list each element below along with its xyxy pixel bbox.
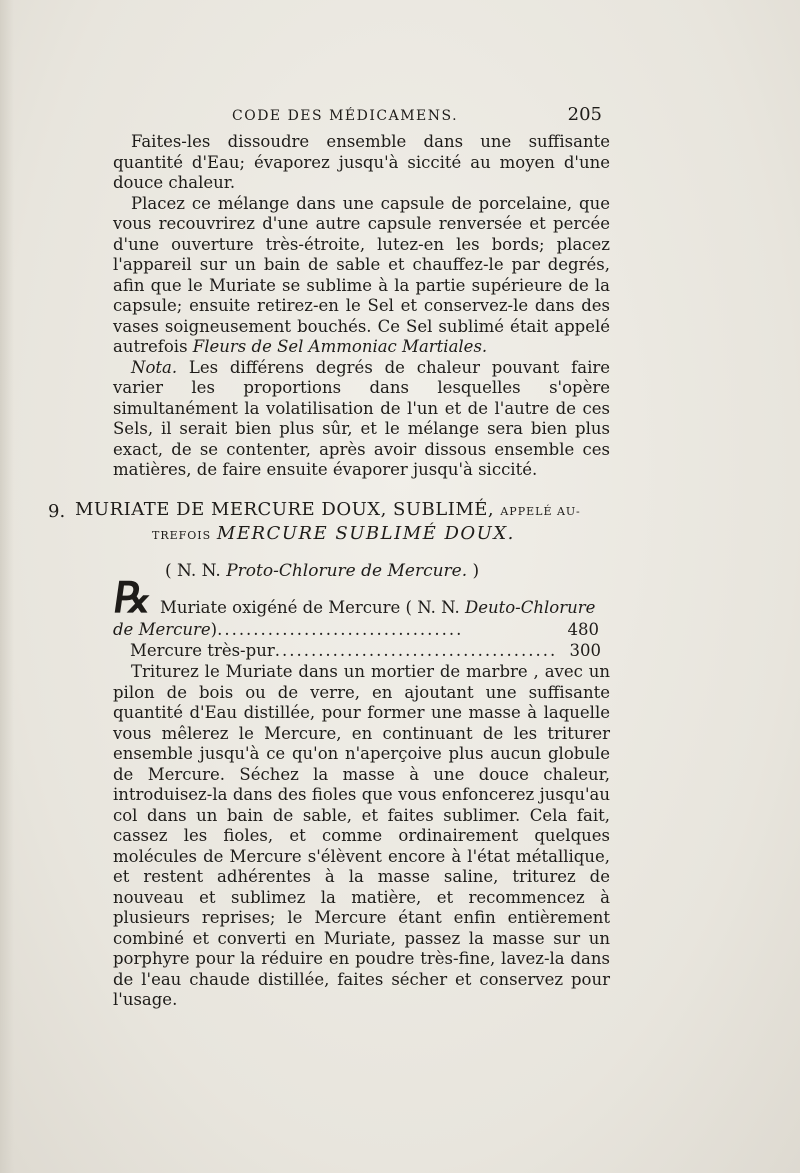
section-title-main: MURIATE DE MERCURE DOUX, SUBLIMÉ, xyxy=(75,499,495,520)
paragraph-sublime-text: Placez ce mélange dans une capsule de porcelaine, que vous recouvrirez d'une autre capsule renversée et percée d'une ouverture très-étroite, lutez-en les bords; placez l'appareil sur un bain de sable et chauffez-le par degrés, afin que le Muriate se sublime à la partie supérieure de la capsule; ensuite retirez-en le Sel et conservez-le dans des vases soigneusement bouchés. Ce Sel sublimé était appelé autrefois xyxy=(113,193,610,356)
ingredient-1-dots: .................................. xyxy=(217,620,464,639)
ingredient-2-quantity: 300 xyxy=(569,641,601,660)
page-number: 205 xyxy=(567,104,602,125)
ingredient-1-continued xyxy=(113,620,613,641)
page-gutter-shadow xyxy=(0,0,14,1173)
ingredient-2 xyxy=(130,641,615,662)
paragraph-nota xyxy=(113,358,610,481)
nn-prefix: ( N. N. xyxy=(165,561,221,581)
section-title-small1: APPELÉ AU- xyxy=(500,505,581,518)
bottom-text-block xyxy=(113,662,610,1011)
running-head xyxy=(232,104,602,128)
paragraph-sublime xyxy=(113,194,610,358)
nn-italic: Proto-Chlorure de Mercure. xyxy=(226,561,468,581)
nn-suffix: ) xyxy=(472,561,480,581)
ingredient-1-italic: Deuto-Chlorure xyxy=(464,598,596,617)
top-text-block xyxy=(113,132,610,481)
recipe-sign-icon: ℞ xyxy=(110,573,156,622)
paragraph-dissolve: Faites-les dissoudre ensemble dans une suffisante quantité d'Eau; évaporez jusqu'à siccité au moyen d'une douce chaleur. xyxy=(113,132,610,192)
section-number: 9. xyxy=(48,501,66,522)
section-title-line2 xyxy=(152,522,515,548)
section-title-line1 xyxy=(75,498,581,524)
ingredient-1-text: Muriate oxigéné de Mercure ( N. N. xyxy=(160,598,460,617)
ingredient-1-cont-italic: de Mercure xyxy=(113,620,211,639)
ingredient-2-text: Mercure très-pur xyxy=(130,641,275,660)
nota-text: Les différens degrés de chaleur pouvant faire varier les proportions dans lesquelles s'opère simultanément la volatilisation de l'un et de l'autre de ces Sels, il serait bien plus sûr, et le mélange sera bien plus exact, de se contenter, après avoir dissous ensemble ces matières, de faire ensuite évaporer jusqu'à siccité. xyxy=(113,357,610,479)
paragraph-triturate: Triturez le Muriate dans un mortier de marbre , avec un pilon de bois ou de verre, en ajoutant une suffisante quantité d'Eau distillée, pour former une masse à laquelle vous mêlerez le Mercure, en continuant de les triturer ensemble jusqu'à ce qu'on n'aperçoive plus aucun globule de Mercure. Séchez la masse à une douce chaleur, introduisez-la dans des fioles que vous enfoncerez jusqu'au col dans un bain de sable, et faites sublimer. Cela fait, cassez les fioles, et comme ordinairement quelques molécules de Mercure s'élèvent encore à l'état métallique, et restent adhérentes à la masse saline, triturez de nouveau et sublimez la matière, et recommencez à plusieurs reprises; le Mercure étant enfin entièrement combiné et converti en Muriate, passez la masse sur un porphyre pour la réduire en poudre très-fine, lavez-la dans de l'eau chaude distillée, faites sécher et conservez pour l'usage. xyxy=(113,662,610,1009)
ingredient-2-dots: ....................................... xyxy=(274,641,558,660)
ingredient-1-cont: ) xyxy=(210,620,218,639)
running-title: CODE DES MÉDICAMENS. xyxy=(232,108,459,124)
nn-subtitle xyxy=(165,561,565,581)
ingredient-1-quantity: 480 xyxy=(567,620,599,639)
section-title-italic: MERCURE SUBLIMÉ DOUX. xyxy=(216,523,515,544)
fleurs-sel-italic: Fleurs de Sel Ammoniac Martiales. xyxy=(192,337,488,356)
ingredient-1 xyxy=(160,598,615,619)
nota-label: Nota. xyxy=(131,357,178,377)
section-title-small2: TREFOIS xyxy=(152,529,212,542)
